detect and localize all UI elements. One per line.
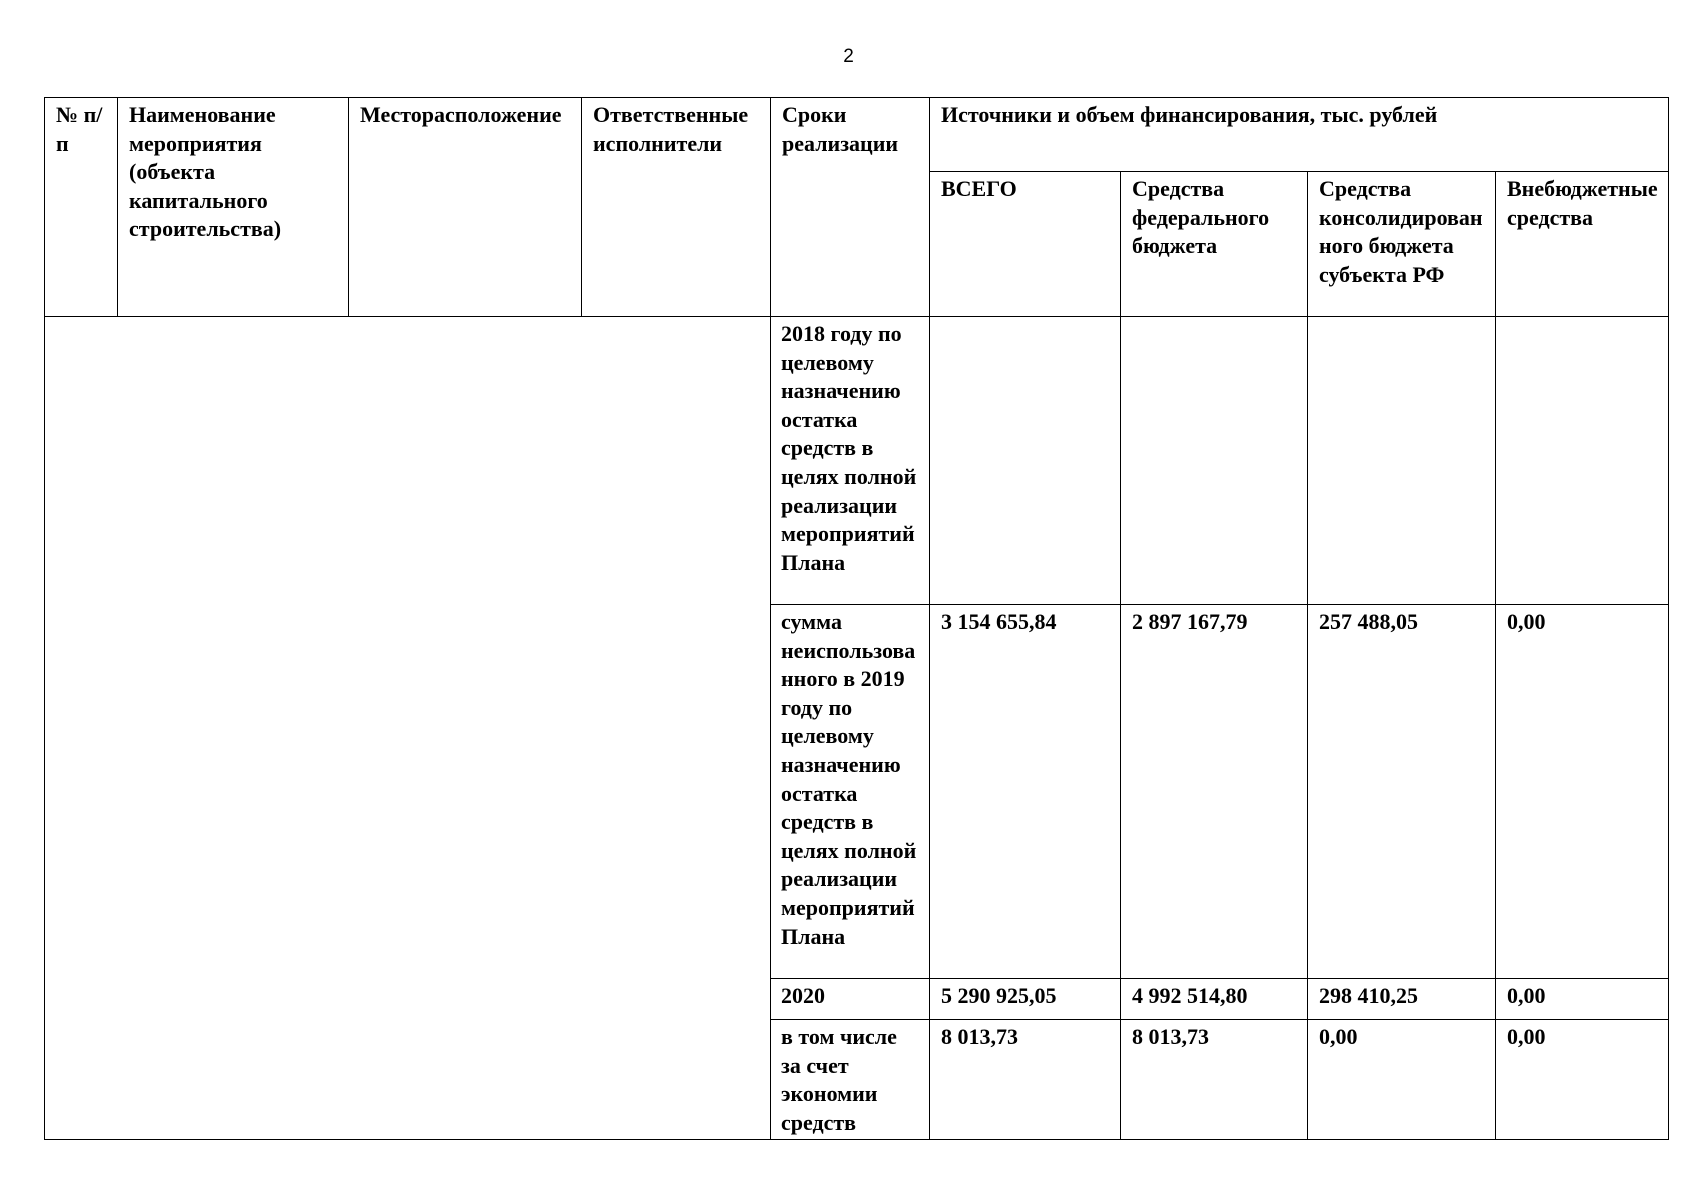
header-federal: Средства федерального бюджета [1121,172,1308,317]
row-term: сумма неиспользованного в 2019 году по целевому назначению остатка средств в целях полной реализации мероприятий Плана [771,605,930,979]
row-regional: 257 488,05 [1308,605,1496,979]
header-location: Месторасположение [349,98,582,317]
header-total: ВСЕГО [930,172,1121,317]
header-terms: Сроки реализации [771,98,930,317]
row-extra [1496,317,1669,605]
row-regional [1308,317,1496,605]
header-row-main [45,98,1669,172]
row-total: 5 290 925,05 [930,979,1121,1020]
header-regional: Средства консолидированного бюджета субъекта РФ [1308,172,1496,317]
row-term: 2020 [771,979,930,1020]
row-regional: 298 410,25 [1308,979,1496,1020]
row-total: 8 013,73 [930,1020,1121,1140]
table-row [45,317,1669,605]
row-extra: 0,00 [1496,1020,1669,1140]
header-funding: Источники и объем финансирования, тыс. рублей [930,98,1669,172]
header-responsible: Ответственные исполнители [582,98,771,317]
row-federal: 2 897 167,79 [1121,605,1308,979]
row-federal: 4 992 514,80 [1121,979,1308,1020]
row-total [930,317,1121,605]
row-regional: 0,00 [1308,1020,1496,1140]
header-name: Наименование мероприятия (объекта капитального строительства) [118,98,349,317]
row-term: 2018 году по целевому назначению остатка средств в целях полной реализации мероприятий Плана [771,317,930,605]
empty-merged-cell [45,317,771,1140]
header-num: № п/п [45,98,118,317]
row-term: в том числе за счет экономии средств [771,1020,930,1140]
row-extra: 0,00 [1496,605,1669,979]
header-extra: Внебюджетные средства [1496,172,1669,317]
row-federal: 8 013,73 [1121,1020,1308,1140]
financing-table [44,97,1669,1140]
row-extra: 0,00 [1496,979,1669,1020]
row-federal [1121,317,1308,605]
row-total: 3 154 655,84 [930,605,1121,979]
page-number: 2 [843,46,854,67]
